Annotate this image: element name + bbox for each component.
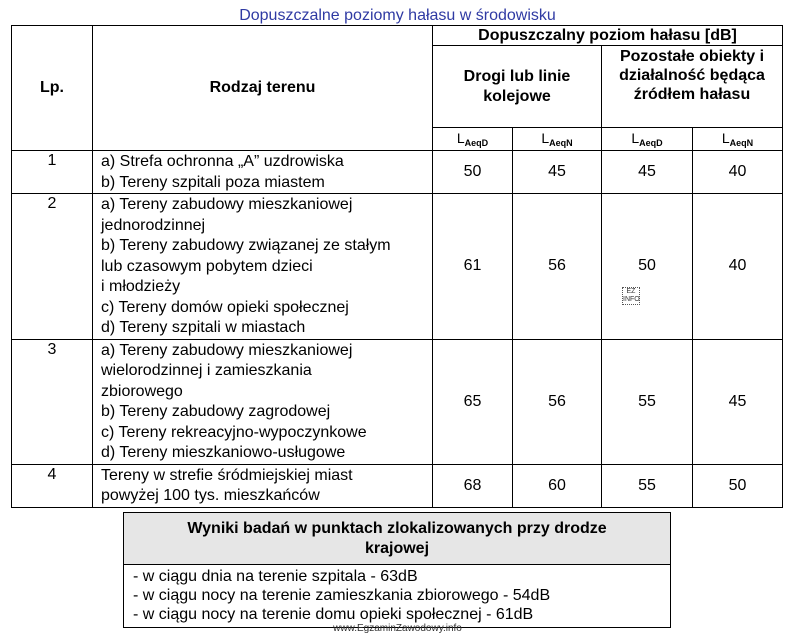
description-line: i młodzieży xyxy=(101,278,181,295)
header-dopuszczalny-poziom: Dopuszczalny poziom hałasu [dB] xyxy=(433,26,783,46)
value-other-leqd: 45 xyxy=(602,151,693,194)
description-line: jednorodzinnej xyxy=(101,216,206,234)
value-other-leqn: 45 xyxy=(693,339,783,464)
description-line: c) Tereny domów opieki społecznej xyxy=(101,298,349,316)
page-title: Dopuszczalne poziomy hałasu w środowisku xyxy=(239,7,556,24)
value-roads-leqd: 61 xyxy=(433,194,513,340)
description-line: powyżej 100 tys. mieszkańców xyxy=(101,487,320,504)
header-pozostale: Pozostałe obiekty i działalność będąca źródłem hałasu xyxy=(602,46,783,128)
description-line: a) Strefa ochronna „A” uzdrowiska xyxy=(101,153,344,170)
table-row xyxy=(12,464,783,507)
row-description xyxy=(93,339,433,464)
description-line: Tereny w strefie śródmiejskiej miast xyxy=(101,466,353,484)
results-item: - w ciągu nocy na terenie zamieszkania zbiorowego - 54dB xyxy=(133,587,551,604)
results-heading: Wyniki badań w punktach zlokalizowanych przy drodze krajowej xyxy=(124,513,671,565)
description-line: b) Tereny zabudowy związanej ze stałym xyxy=(101,237,391,254)
results-item: - w ciągu dnia na terenie szpitala - 63dB xyxy=(133,568,418,585)
description-line: d) Tereny szpitali w miastach xyxy=(101,319,306,336)
table-row xyxy=(12,339,783,464)
value-roads-leqn: 60 xyxy=(513,464,602,507)
value-other-leqd: 55 xyxy=(602,339,693,464)
row-description xyxy=(93,194,433,340)
results-table xyxy=(123,512,671,628)
watermark-logo-icon: EZ INFO xyxy=(623,288,640,303)
value-roads-leqd: 65 xyxy=(433,339,513,464)
description-line: lub czasowym pobytem dzieci xyxy=(101,257,313,275)
results-item: - w ciągu nocy na terenie domu opieki społecznej - 61dB xyxy=(133,606,534,623)
description-line: zbiorowego xyxy=(101,382,183,400)
value-roads-leqd: 68 xyxy=(433,464,513,507)
row-lp: 2 xyxy=(12,194,93,340)
value-other-leqn: 50 xyxy=(693,464,783,507)
table-row xyxy=(12,194,783,340)
header-rodzaj-terenu: Rodzaj terenu xyxy=(93,26,433,151)
value-other-leqd: 55 xyxy=(602,464,693,507)
value-roads-leqn: 45 xyxy=(513,151,602,194)
noise-levels-table xyxy=(11,25,783,508)
value-other-leqn: 40 xyxy=(693,151,783,194)
results-list xyxy=(124,565,671,628)
description-line: c) Tereny rekreacyjno-wypoczynkowe xyxy=(101,423,367,441)
header-lp: Lp. xyxy=(12,26,93,151)
header-drogi: Drogi lub linie kolejowe xyxy=(433,46,602,128)
description-line: b) Tereny zabudowy zagrodowej xyxy=(101,403,331,420)
value-roads-leqd: 50 xyxy=(433,151,513,194)
row-description xyxy=(93,464,433,507)
description-line: a) Tereny zabudowy mieszkaniowej xyxy=(101,196,353,213)
value-other-leqn: 40 xyxy=(693,194,783,340)
footer-url: www.EgzaminZawodowy.info xyxy=(333,623,462,634)
header-leqd-roads: $L_{AeqD}$ xyxy=(433,128,513,151)
row-description xyxy=(93,151,433,194)
description-line: d) Tereny mieszkaniowo-usługowe xyxy=(101,444,346,461)
description-line: b) Tereny szpitali poza miastem xyxy=(101,173,325,191)
value-roads-leqn: 56 xyxy=(513,194,602,340)
row-lp: 4 xyxy=(12,464,93,507)
description-line: a) Tereny zabudowy mieszkaniowej xyxy=(101,341,353,359)
header-leqn-roads: $L_{AeqN}$ xyxy=(513,128,602,151)
header-leqn-other: $L_{AeqN}$ xyxy=(693,128,783,151)
description-line: wielorodzinnej i zamieszkania xyxy=(101,362,312,379)
row-lp: 1 xyxy=(12,151,93,194)
row-lp: 3 xyxy=(12,339,93,464)
value-roads-leqn: 56 xyxy=(513,339,602,464)
value-other-leqd: 50 EZ INFO xyxy=(602,194,693,340)
table-row xyxy=(12,151,783,194)
header-leqd-other: $L_{AeqD}$ xyxy=(602,128,693,151)
